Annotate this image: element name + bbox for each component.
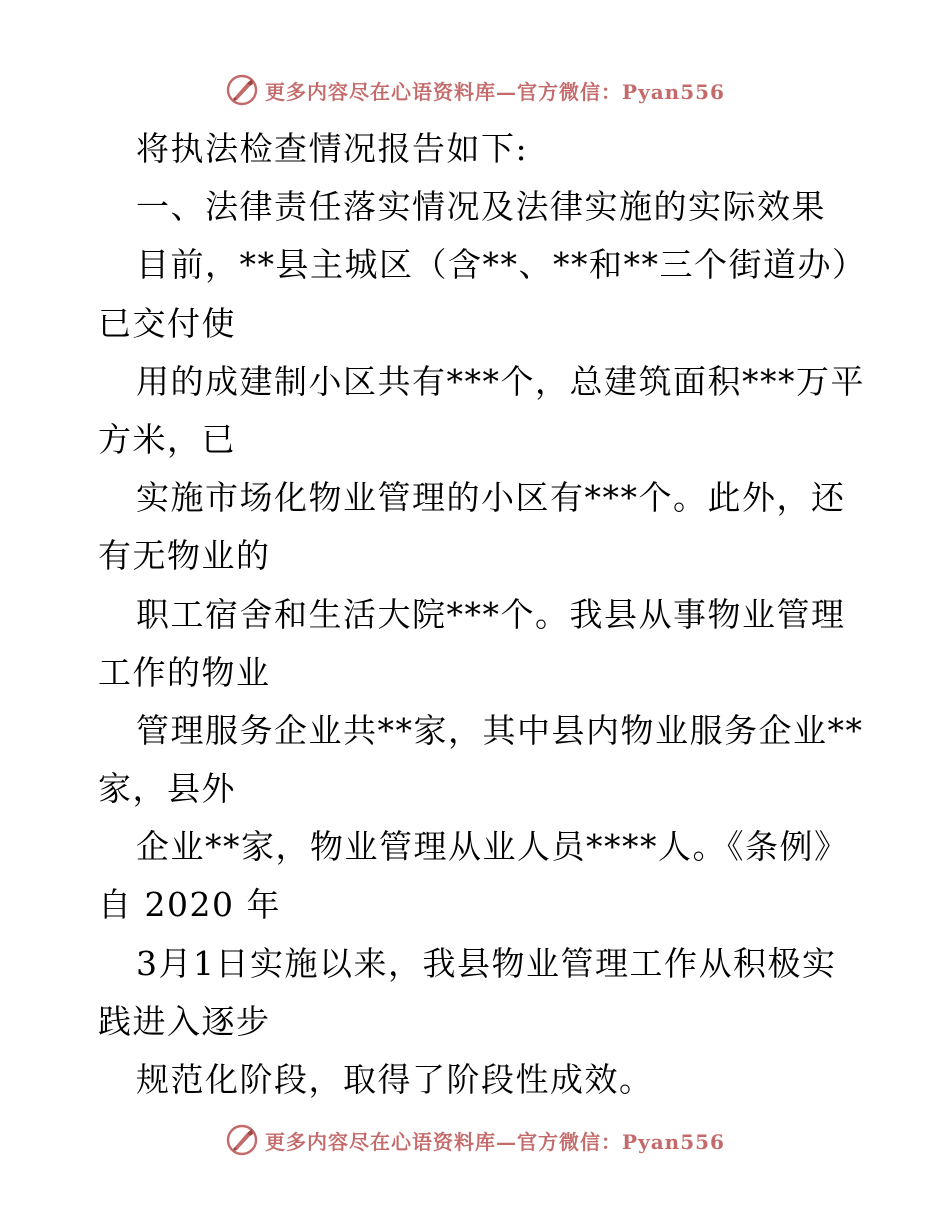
paragraph-line: 自 2020 年 (98, 885, 281, 925)
quill-pen-circle-icon (225, 73, 259, 107)
paragraph-line: 家，县外 (98, 769, 236, 809)
paragraph-line: 实施市场化物业管理的小区有***个。此外，还 (136, 478, 846, 518)
paragraph-line: 工作的物业 (98, 652, 271, 692)
paragraph-line: 已交付使 (98, 303, 236, 343)
paragraph-line: 3月1日实施以来，我县物业管理工作从积极实 (136, 943, 837, 983)
watermark-text: 更多内容尽在心语资料库—官方微信：Pyan556 (265, 1129, 725, 1154)
paragraph-line: 方米，已 (98, 419, 236, 459)
paragraph-line: 有无物业的 (98, 536, 271, 576)
paragraph-line: 践进入逐步 (98, 1001, 271, 1041)
footer-watermark (0, 1120, 950, 1160)
paragraph-line: 用的成建制小区共有***个，总建筑面积***万平 (136, 361, 865, 401)
paragraph-line: 将执法检查情况报告如下: (136, 129, 529, 168)
paragraph-line: 目前，**县主城区（含**、**和**三个街道办） (136, 245, 867, 285)
document-body (98, 120, 867, 1109)
paragraph-line: 管理服务企业共**家，其中县内物业服务企业** (136, 710, 864, 750)
quill-pen-circle-icon (225, 1123, 259, 1157)
paragraph-line: 企业**家，物业管理从业人员****人。《条例》 (136, 827, 849, 867)
paragraph-line: 一、法律责任落实情况及法律实施的实际效果 (136, 187, 826, 227)
header-watermark (0, 70, 950, 110)
paragraph-line: 规范化阶段，取得了阶段性成效。 (136, 1060, 654, 1099)
watermark-text: 更多内容尽在心语资料库—官方微信：Pyan556 (265, 79, 725, 104)
paragraph-line: 职工宿舍和生活大院***个。我县从事物业管理 (136, 594, 846, 634)
